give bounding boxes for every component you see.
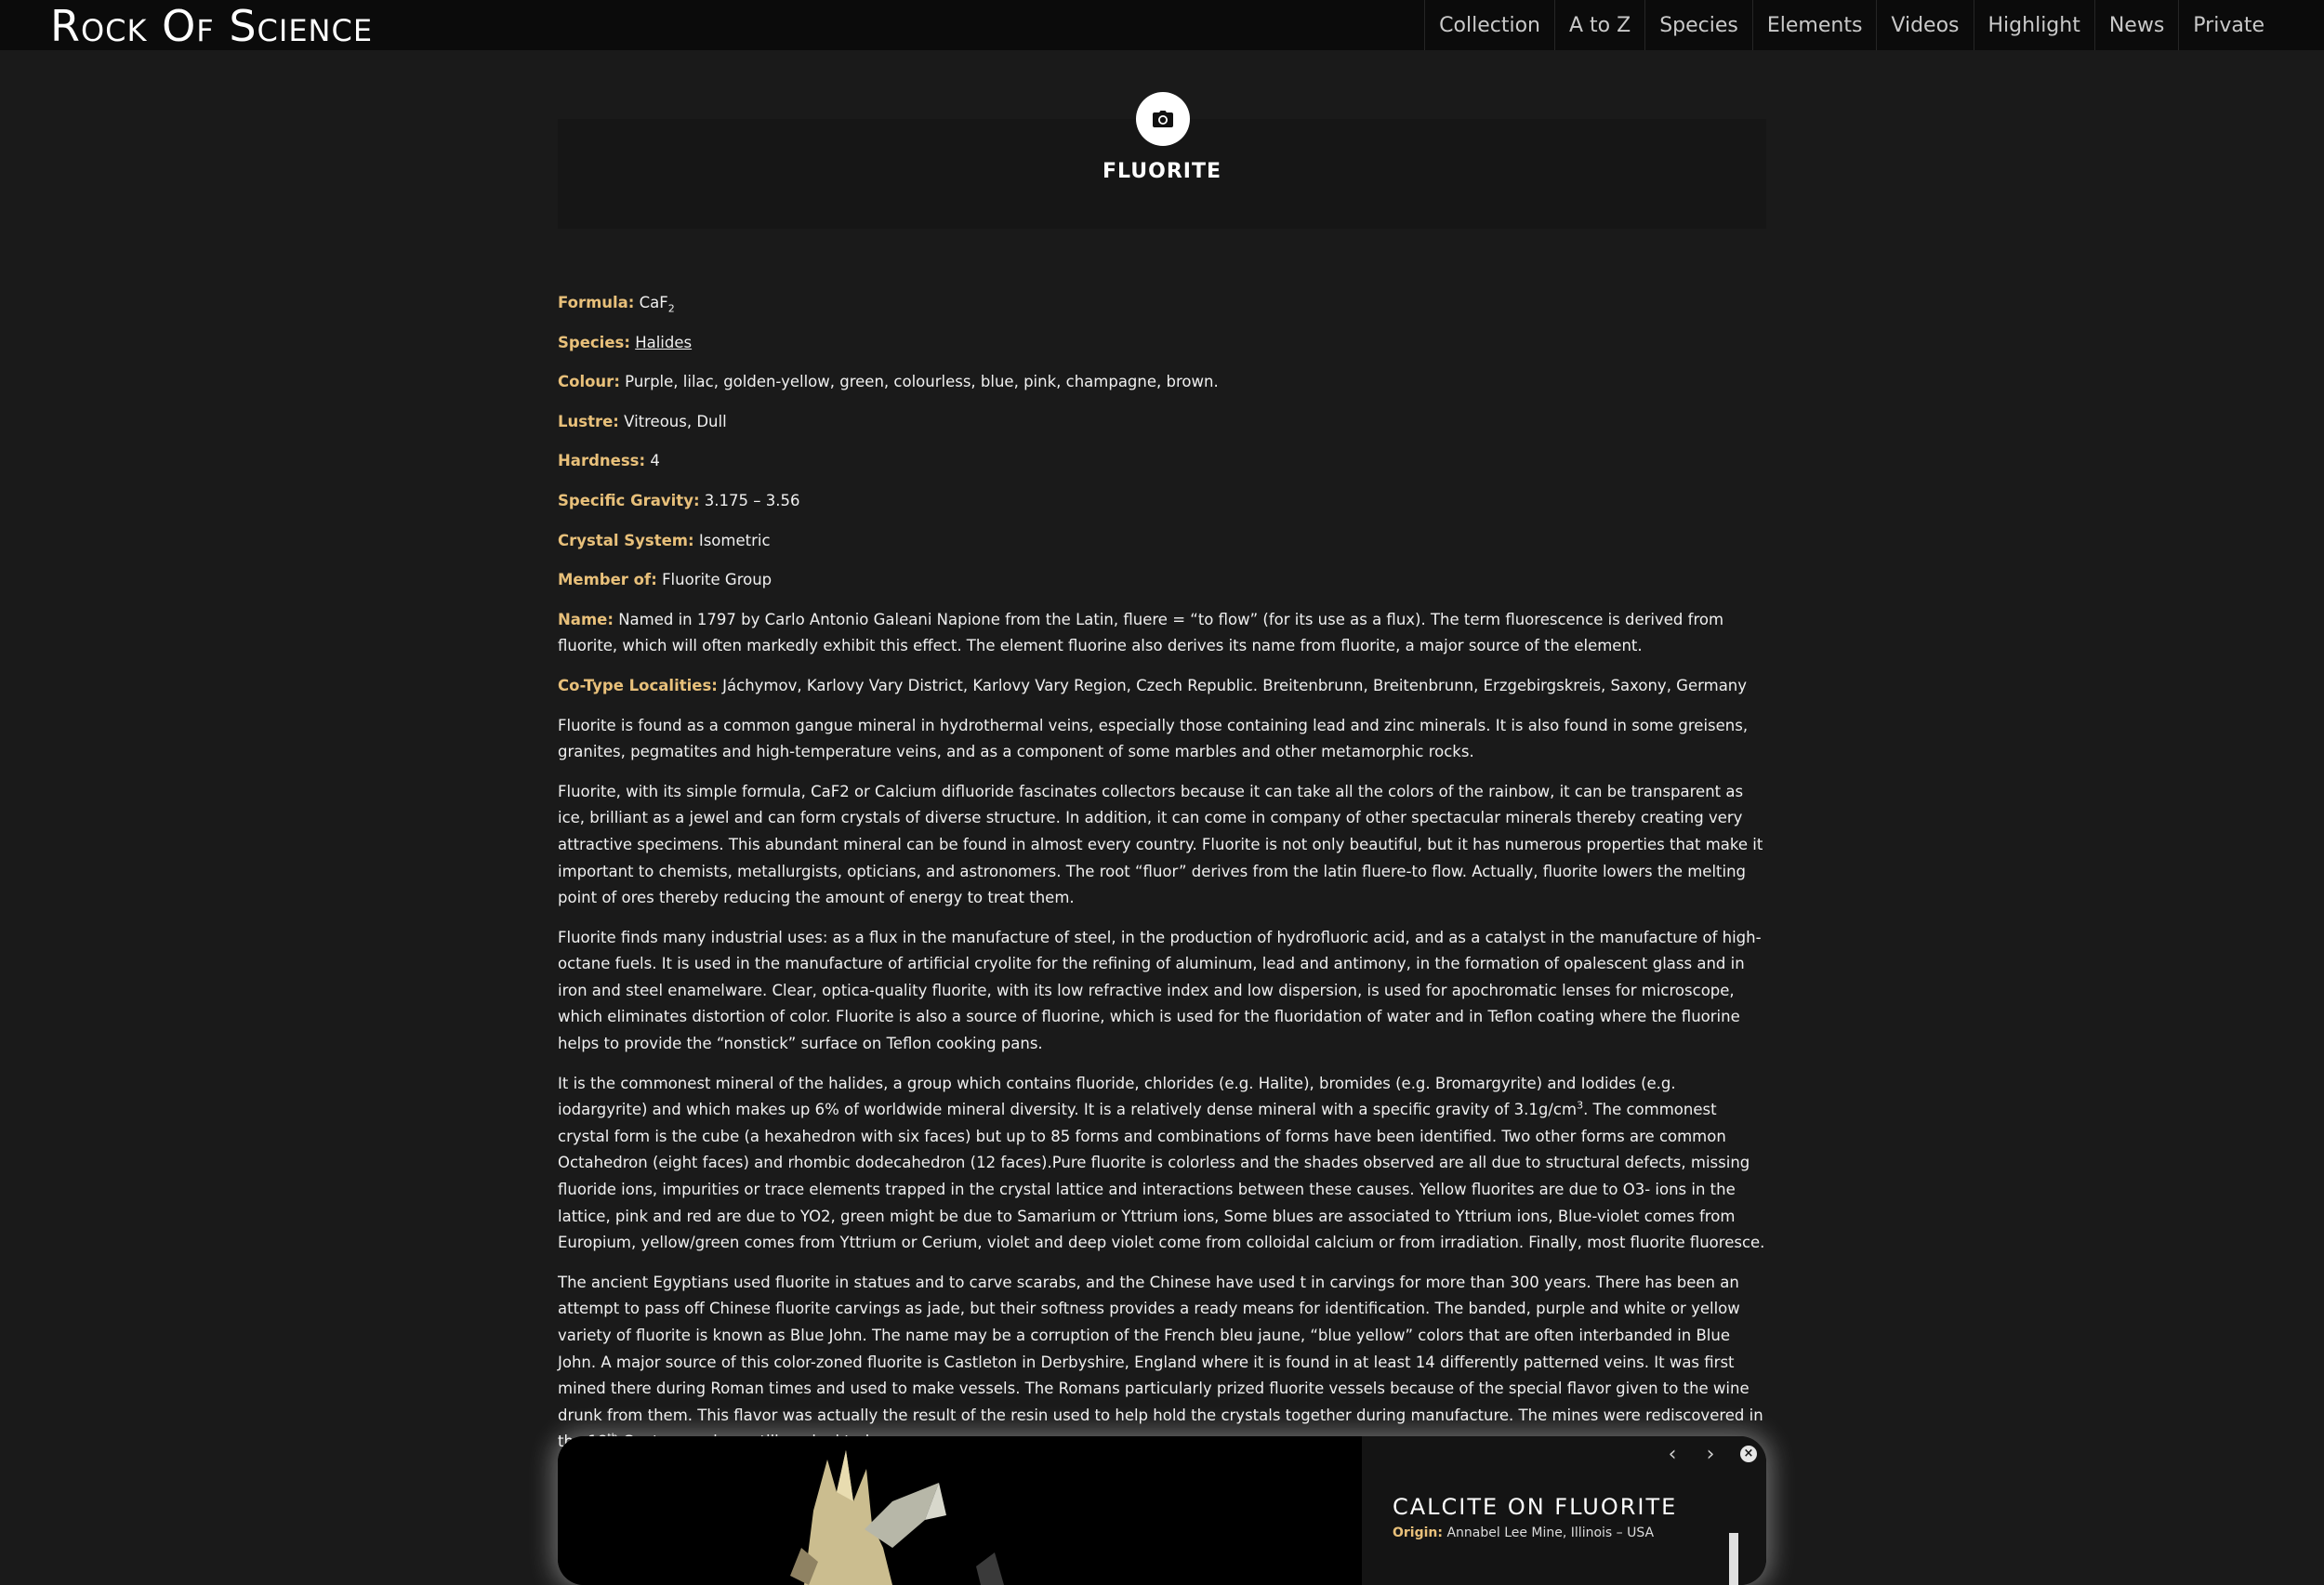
member-value: Fluorite Group [662, 571, 772, 589]
name-label: Name: [558, 610, 614, 628]
origin-label: Origin: [1393, 1526, 1443, 1540]
hardness-value: 4 [650, 452, 660, 470]
paragraph-halides [558, 1071, 1766, 1257]
chevron-right-icon[interactable]: › [1706, 1443, 1715, 1466]
member-row [558, 567, 1766, 594]
specimen-photo[interactable] [558, 1436, 1362, 1585]
colour-row [558, 369, 1766, 396]
top-bar [0, 0, 2324, 50]
paragraph-occurrence: Fluorite is found as a common gangue mineral in hydrothermal veins, especially those containing lead and zinc minerals. It is also found in some greisens, granites, pegmatites and high-temperature veins, and as a component of some marbles and other metamorphic rocks. [558, 716, 1749, 761]
nav-item-videos[interactable]: Videos [1876, 0, 1973, 50]
nav-item-collection[interactable]: Collection [1424, 0, 1554, 50]
crystal-value: Isometric [698, 531, 771, 549]
caption-title: CALCITE ON FLUORITE [1393, 1494, 1678, 1520]
colour-label: Colour: [558, 373, 620, 391]
member-label: Member of: [558, 571, 657, 589]
paragraph-history [558, 1270, 1766, 1456]
caption-origin [1393, 1526, 1654, 1540]
paragraph-uses: Fluorite finds many industrial uses: as a flux in the manufacture of steel, in the production of hydrofluoric acid, and as a catalyst in the manufacture of high-octane fuels. It is used in the manufacture of artificial cryolite for the refining of aluminum, lead and antimony, in the formation of opalescent glass and in iron and steel enamelware. Clear, optica-quality fluorite, with its low refractive index and low dispersion, is used for apochromatic lenses for microscope, which eliminates distortion of color. Fluorite is also a source of fluorine, which is used for the fluoridation of water and in Teflon coating where the fluorine helps to provide the “nonstick” surface on Teflon cooking pans. [558, 928, 1762, 1053]
camera-icon[interactable] [1136, 92, 1190, 146]
chevron-left-icon[interactable]: ‹ [1668, 1443, 1677, 1466]
species-row [558, 330, 1766, 357]
nav-item-private[interactable]: Private [2178, 0, 2324, 50]
site-brand[interactable]: Rock Of Science [50, 1, 374, 51]
nav-item-a-to-z[interactable]: A to Z [1554, 0, 1644, 50]
mineral-description [558, 290, 1766, 1469]
close-icon[interactable]: × [1740, 1446, 1757, 1462]
nav-item-news[interactable]: News [2094, 0, 2178, 50]
specimen-caption-panel [1362, 1436, 1766, 1585]
paragraph-halides-part1: It is the commonest mineral of the halides, a group which contains fluoride, chlorides (e.g. Halite), bromides (e.g. Bromargyrite) and Iodides (e.g. iodargyrite) and which makes up 6% of worldwide mineral diversity. It is a relatively dense mineral with a specific gravity of 3.1g/cm [558, 1074, 1676, 1119]
gravity-label: Specific Gravity: [558, 491, 700, 509]
colour-value: Purple, lilac, golden-yellow, green, colourless, blue, pink, champagne, brown. [625, 373, 1219, 391]
gravity-value: 3.175 – 3.56 [704, 491, 800, 509]
caption-scrollbar[interactable] [1729, 1533, 1738, 1585]
name-row [558, 607, 1766, 660]
paragraph-overview: Fluorite, with its simple formula, CaF2 or Calcium difluoride fascinates collectors because it can take all the colors of the rainbow, it can be transparent as ice, brilliant as a jewel and can form crystals of diverse structure. In addition, it can come in company of other spectacular minerals thereby creating very attractive specimens. This abundant mineral can be found in almost every country. Fluorite is not only beautiful, but it has numerous properties that make it important to chemists, metallurgists, opticians, and astronomers. The root “fluor” derives from the latin fluere-to flow. Actually, fluorite lowers the melting point of ores thereby reducing the amount of energy to treat them. [558, 782, 1763, 907]
main-nav [1424, 0, 2324, 50]
formula-value: CaF [639, 294, 668, 311]
hardness-label: Hardness: [558, 452, 646, 470]
hardness-row [558, 448, 1766, 475]
origin-value: Annabel Lee Mine, Illinois – USA [1446, 1526, 1655, 1540]
cotype-value: Jáchymov, Karlovy Vary District, Karlovy Vary Region, Czech Republic. Breitenbrunn, Breitenbrunn, Erzgebirgskreis, Saxony, Germany [722, 676, 1748, 694]
formula-row [558, 290, 1766, 317]
formula-subscript: 2 [667, 302, 675, 315]
specimen-gallery [558, 1436, 1766, 1585]
cotype-row [558, 673, 1766, 700]
paragraph-history-part1: The ancient Egyptians used fluorite in statues and to carve scarabs, and the Chinese have used t in carvings for more than 300 years. There has been an attempt to pass off Chinese fluorite carvings as jade, but their softness provides a ready means for identification. The banded, purple and white or yellow variety of fluorite is known as Blue John. The name may be a corruption of the French bleu jaune, “blue yellow” colors that are often interbanded in Blue John. A major source of this color-zoned fluorite is Castleton in Derbyshire, England where it is found in at least 14 differently patterned veins. It was first mined there during Roman times and used to make vessels. The Romans particularly prized fluorite vessels because of the special flavor given to the wine drunk from them. This flavor was actually the result of the resin used to help hold the crystals together during manufacture. The mines were rediscovered in [558, 1273, 1763, 1424]
name-value: Named in 1797 by Carlo Antonio Galeani Napione from the Latin, fluere = “to flow” (for its use as a flux). The term fluorescence is derived from fluorite, which will often markedly exhibit this effect. The element fluorine also derives its name from fluorite, a major source of the element. [558, 610, 1724, 655]
page-title: FLUORITE [1103, 160, 1221, 183]
paragraph-halides-sup: 3 [1577, 1099, 1584, 1112]
gravity-row [558, 488, 1766, 515]
cotype-label: Co-Type Localities: [558, 676, 718, 694]
crystal-label: Crystal System: [558, 531, 694, 549]
formula-label: Formula: [558, 294, 635, 311]
crystal-row [558, 528, 1766, 555]
species-link[interactable]: Halides [635, 333, 693, 351]
lustre-row [558, 409, 1766, 436]
nav-item-species[interactable]: Species [1644, 0, 1752, 50]
nav-item-highlight[interactable]: Highlight [1974, 0, 2094, 50]
lustre-value: Vitreous, Dull [624, 412, 727, 430]
lustre-label: Lustre: [558, 412, 619, 430]
species-label: Species: [558, 333, 630, 351]
paragraph-halides-part2: . The commonest crystal form is the cube (a hexahedron with six faces) but up to 85 forms and combinations of forms have been identified. Two other forms are common Octahedron (eight faces) and rhombic dodecahedron (12 faces).Pure fluorite is colorless and the shades observed are all due to structural defects, missing fluoride ions, impurities or trace elements trapped in the crystal lattice and interactions between these causes. Yellow fluorites are due to O3- ions in the lattice, pink and red are due to YO2, green might be due to Samarium or Yttrium ions, Some blues are associated to Yttrium ions, Blue-violet comes from Europium, yellow/green comes from Yttrium or Cerium, violet and deep violet come from colloidal calcium or from irradiation. Finally, most fluorite fluoresce. [558, 1101, 1765, 1252]
nav-item-elements[interactable]: Elements [1752, 0, 1877, 50]
